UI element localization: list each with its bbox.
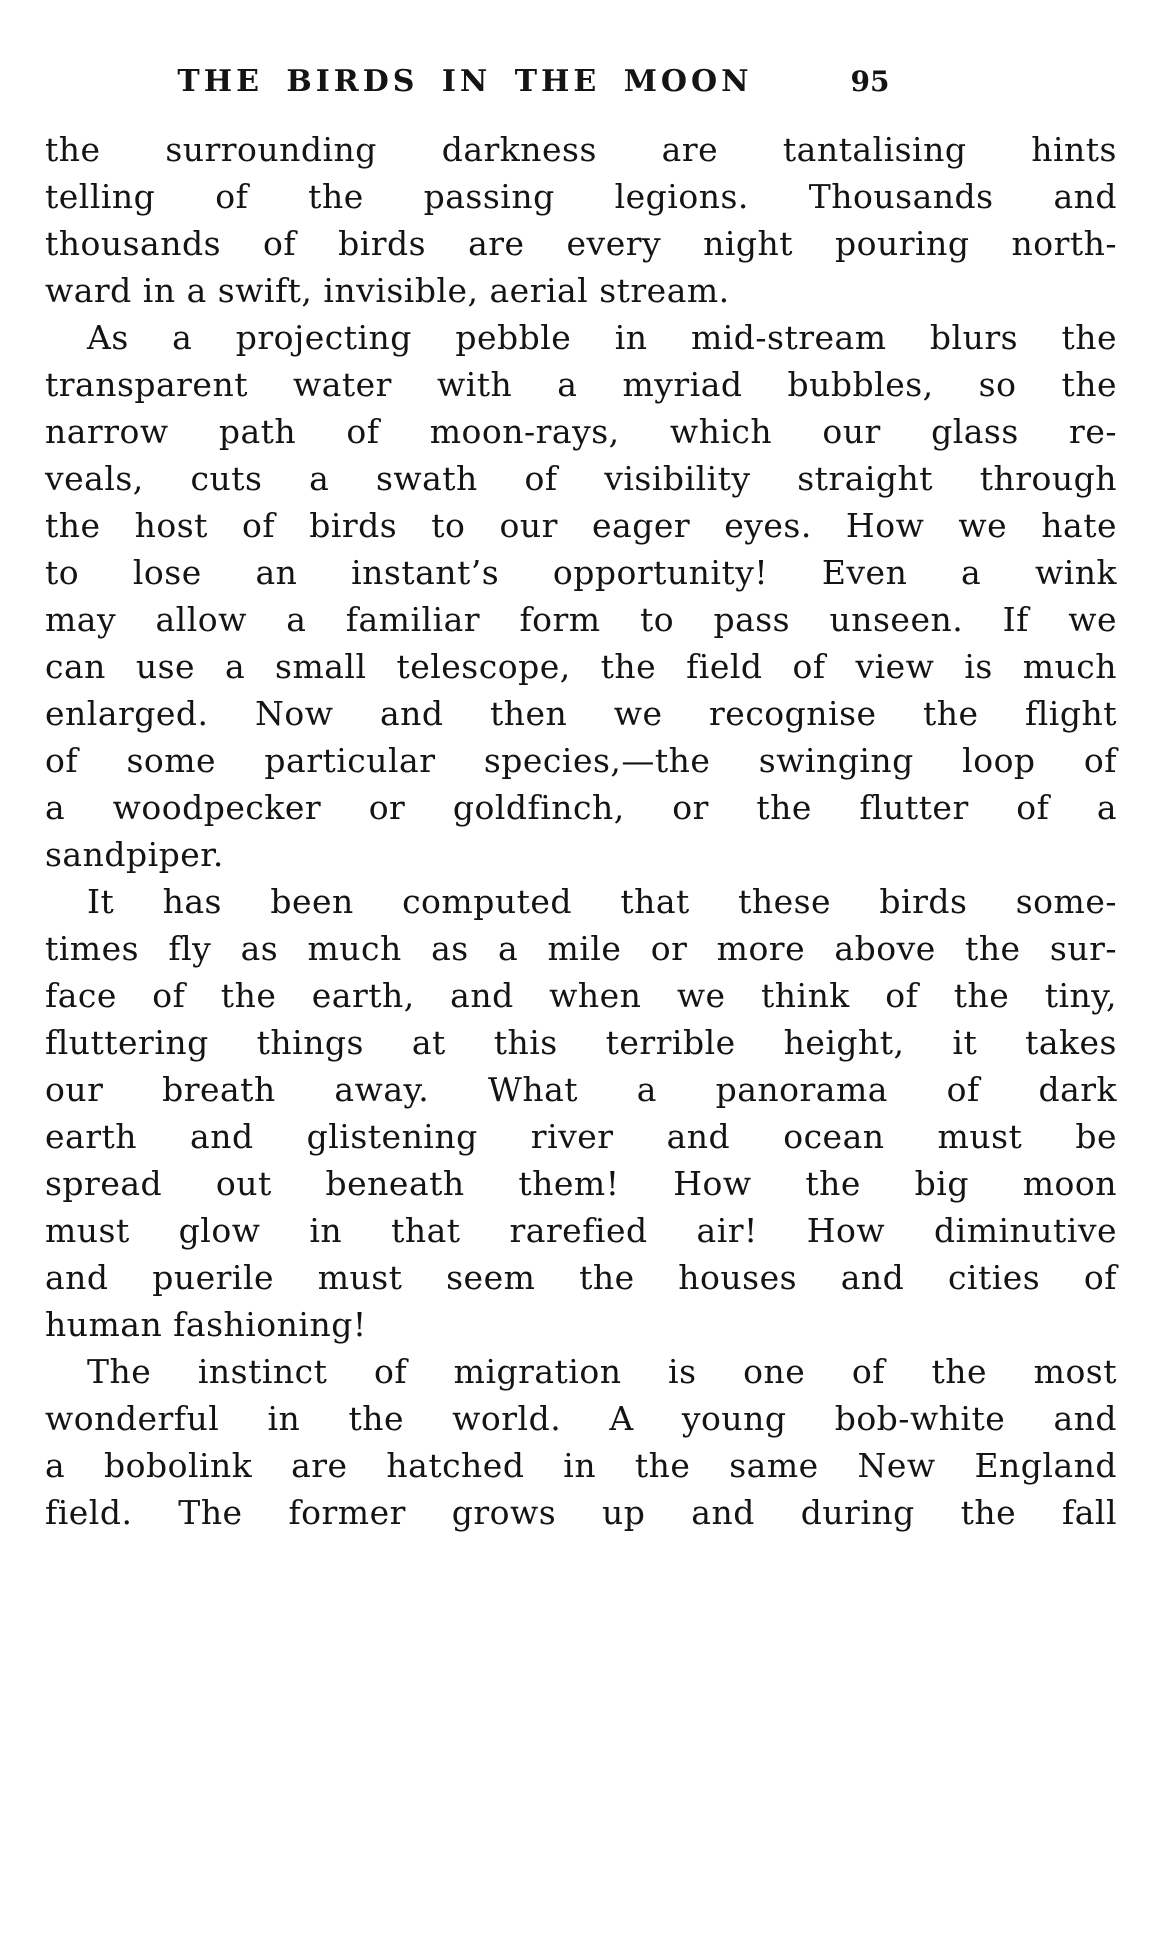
text-line: can use a small telescope, the field of view is much: [45, 647, 1117, 686]
text-line: narrow path of moon-rays, which our glass re-: [45, 412, 1117, 451]
text-line: of some particular species,—the swinging loop of: [45, 741, 1117, 780]
text-line: must glow in that rarefied air! How diminutive: [45, 1211, 1117, 1250]
text-line: ward in a swift, invisible, aerial stream.: [45, 271, 730, 310]
text-line: the surrounding darkness are tantalising hints: [45, 130, 1117, 169]
text-line: As a projecting pebble in mid-stream blurs the: [87, 318, 1117, 357]
text-line: spread out beneath them! How the big moon: [45, 1164, 1117, 1203]
paragraph: [45, 314, 1117, 878]
text-line: wonderful in the world. A young bob-white and: [45, 1399, 1117, 1438]
running-header: [45, 64, 1117, 112]
paragraph: [45, 126, 1117, 314]
text-line: telling of the passing legions. Thousands and: [45, 177, 1117, 216]
text-line: a bobolink are hatched in the same New England: [45, 1446, 1117, 1485]
paragraph: [45, 878, 1117, 1348]
text-line: fluttering things at this terrible height, it takes: [45, 1023, 1117, 1062]
paragraph: [45, 1348, 1117, 1536]
text-line: veals, cuts a swath of visibility straight through: [45, 459, 1117, 498]
text-line: and puerile must seem the houses and cities of: [45, 1258, 1117, 1297]
text-line: may allow a familiar form to pass unseen. If we: [45, 600, 1117, 639]
chapter-title: THE BIRDS IN THE MOON: [177, 64, 753, 99]
text-line: sandpiper.: [45, 835, 224, 874]
text-line: It has been computed that these birds some-: [87, 882, 1117, 921]
page-content: [45, 64, 1117, 1536]
text-line: face of the earth, and when we think of the tiny,: [45, 976, 1117, 1015]
text-line: thousands of birds are every night pouring north-: [45, 224, 1117, 263]
text-line: The instinct of migration is one of the most: [87, 1352, 1117, 1391]
page-number: 95: [850, 65, 890, 98]
text-line: field. The former grows up and during the fall: [45, 1493, 1117, 1532]
text-line: enlarged. Now and then we recognise the flight: [45, 694, 1117, 733]
text-line: our breath away. What a panorama of dark: [45, 1070, 1117, 1109]
text-line: transparent water with a myriad bubbles, so the: [45, 365, 1117, 404]
text-line: human fashioning!: [45, 1305, 367, 1344]
text-line: to lose an instant’s opportunity! Even a wink: [45, 553, 1117, 592]
text-line: a woodpecker or goldfinch, or the flutter of a: [45, 788, 1117, 827]
text-line: the host of birds to our eager eyes. How we hate: [45, 506, 1117, 545]
text-line: times fly as much as a mile or more above the sur-: [45, 929, 1117, 968]
text-line: earth and glistening river and ocean must be: [45, 1117, 1117, 1156]
text-body: [45, 126, 1117, 1536]
